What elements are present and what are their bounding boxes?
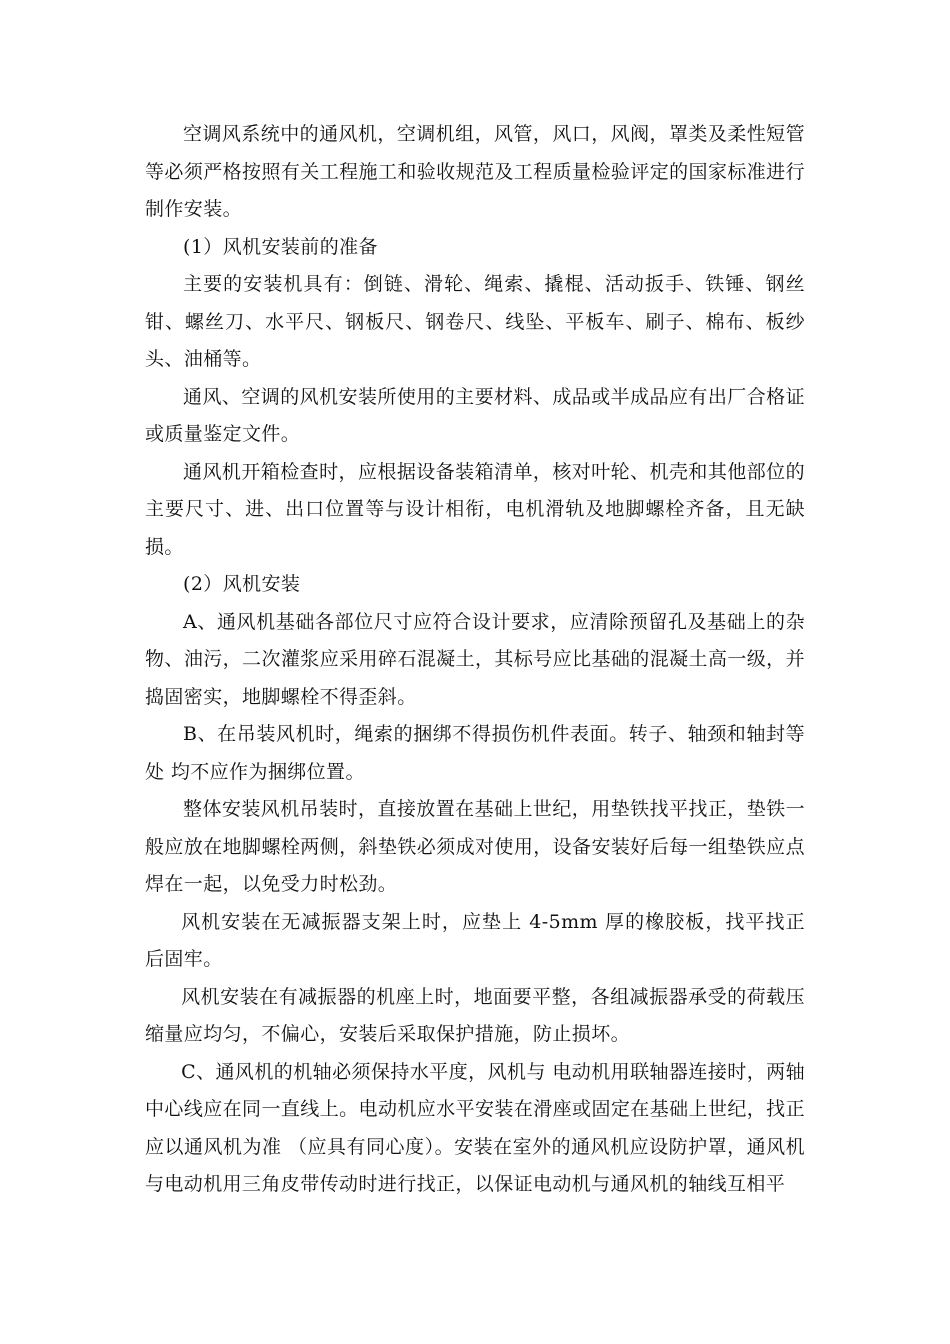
section-heading-preparation: (1）风机安装前的准备 — [183, 235, 378, 258]
paragraph-materials: 通风、空调的风机安装所使用的主要材料、成品或半成品应有出厂合格证或质量鉴定文件。 — [145, 385, 805, 445]
paragraph-with-damper: 风机安装在有减振器的机座上时，地面要平整，各组减振器承受的荷载压缩量应均匀，不偏心，安装后采取保护措施，防止损坏。 — [145, 985, 805, 1045]
paragraph-item-b: B、在吊装风机时，绳索的捆绑不得损伤机件表面。转子、轴颈和轴封等处 均不应作为捆绑位置。 — [145, 723, 805, 783]
paragraph-hoisting: 整体安装风机吊装时，直接放置在基础上世纪，用垫铁找平找正，垫铁一般应放在地脚螺栓两侧，斜垫铁必须成对使用，设备安装好后每一组垫铁应点焊在一起，以免受力时松劲。 — [145, 798, 805, 895]
paragraph-inspection: 通风机开箱检查时，应根据设备装箱清单，核对叶轮、机壳和其他部位的主要尺寸、进、出口位置等与设计相衔，电机滑轨及地脚螺栓齐备，且无缺损。 — [145, 460, 805, 558]
paragraph-no-damper: 风机安装在无减振器支架上时，应垫上 4-5mm 厚的橡胶板，找平找正后固牢。 — [145, 910, 805, 970]
paragraph-intro: 空调风系统中的通风机，空调机组，风管，风口，风阀，罩类及柔性短管等必须严格按照有关工程施工和验收规范及工程质量检验评定的国家标准进行制作安装。 — [145, 123, 805, 220]
paragraph-item-c: C、通风机的机轴必须保持水平度，风机与 电动机用联轴器连接时，两轴中心线应在同一直线上。电动机应水平安装在滑座或固定在基础上世纪，找正应以通风机为准 （应具有同心度）。安装在室外的通风机应设防护罩，通风机与电动机用三角皮带传动时进行找正，以保证电动机与通风机的轴线互相平 — [145, 1060, 805, 1195]
section-heading-installation: (2）风机安装 — [183, 573, 301, 595]
document-body — [145, 116, 805, 1204]
paragraph-item-a: A、通风机基础各部位尺寸应符合设计要求，应清除预留孔及基础上的杂物、油污，二次灌浆应采用碎石混凝土，其标号应比基础的混凝土高一级，并捣固密实，地脚螺栓不得歪斜。 — [145, 610, 805, 708]
paragraph-tools: 主要的安装机具有：倒链、滑轮、绳索、撬棍、活动扳手、铁锤、钢丝钳、螺丝刀、水平尺、钢板尺、钢卷尺、线坠、平板车、刷子、棉布、板纱头、油桶等。 — [145, 273, 805, 370]
